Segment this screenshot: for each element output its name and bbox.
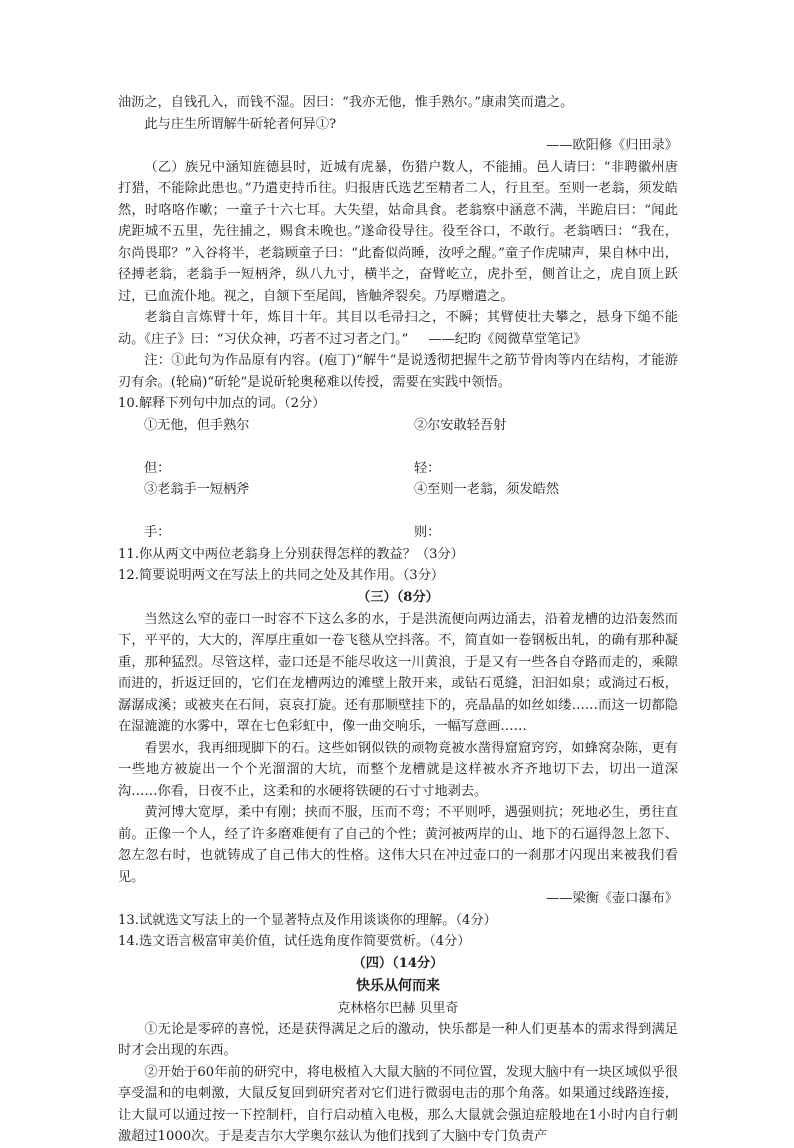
passage-b-comment: 此与庄生所谓解牛斫轮者何异①? bbox=[144, 116, 337, 132]
passage-b-source: ——欧阳修《归田录》 bbox=[546, 138, 678, 153]
q10-item-2-key: 轻： bbox=[414, 460, 441, 476]
question-10: 10.解释下列句中加点的词。（2分） bbox=[118, 396, 326, 411]
section-3-para1: 当然这么窄的壶口一时容不下这么多的水，于是洪流便向两边涌去，沿着龙槽的边沿轰然而下，平平的，大大的，浑厚庄重如一卷飞毯从空抖落。不，简直如一卷钢板出轧，的确有那种凝重，那种猛烈。尽管这样，壶口还是不能尽收这一川黄浪，于是又有一些各自夺路而走的，乘隙而进的，折返迂回的，它们在龙槽两边的滩壁上散开来，或钻石觅缝，汩汩如泉；或淌过石板，潺潺成溪；或被夹在石间，哀哀打旋。还有那顺壁挂下的，亮晶晶的如丝如缕……而这一切都隐在湿漉漉的水雾中，罩在七色彩虹中，像一曲交响乐，一幅写意画…… bbox=[118, 611, 678, 734]
article-para1: ①无论是零碎的喜悦，还是获得满足之后的激动，快乐都是一种人们更基本的需求得到满足时才会出现的东西。 bbox=[118, 1021, 678, 1058]
q10-item-1-text: ①无他，但手熟尔 bbox=[144, 417, 250, 433]
article-para2: ②开始于60年前的研究中，将电极植入大鼠大脑的不同位置，发现大脑中有一块区域似乎很享受温和的电刺激，大鼠反复回到研究者对它们进行微弱电击的那个角落。如果通过线路连接，让大鼠可以通过按一下控制杆，自行启动植入电极，那么大鼠就会强迫症般地在1小时内自行刺激超过1000次。于是麦吉尔大学奥尔兹认为他们找到了大脑中专门负责产 bbox=[118, 1064, 678, 1144]
q10-item-4-key: 则： bbox=[414, 525, 441, 540]
q10-item-2 bbox=[414, 415, 704, 480]
q10-item-3-key: 手： bbox=[144, 525, 171, 540]
section-3-heading: （三）（8分） bbox=[357, 589, 439, 605]
question-14: 14.选文语言极富审美价值，试任选角度作简要赏析。（4分） bbox=[118, 934, 471, 949]
question-11: 11.你从两文中两位老翁身上分别获得怎样的教益？（3分） bbox=[118, 546, 464, 562]
passage-yi-para2-text: 老翁自言炼臂十年，炼目十年。其目以毛帚扫之，不瞬；其臂使壮夫攀之，悬身下缒不能动。《庄子》曰：“习伏众神，巧者不过习者之门。” bbox=[118, 310, 678, 347]
section-3-para3: 黄河博大宽厚，柔中有刚；挟而不服，压而不弯；不平则呼，遇强则抗；死地必生，勇往直前。正像一个人，经了许多磨难便有了自己的个性；黄河被两岸的山、地下的石逼得忽上忽下、忽左忽右时，也就铸成了自己伟大的性格。这伟大只在冲过壶口的一刹那才闪现出来被我们看见。 bbox=[118, 805, 678, 885]
section-3-para2: 看罢水，我再细现脚下的石。这些如钢似铁的顽物竟被水凿得窟窟窍窍，如蜂窝杂陈，更有一些地方被旋出一个个光溜溜的大坑，而整个龙槽就是这样被水齐齐地切下去，切出一道深沟……你看，日夜不止，这柔和的水硬将铁硬的石寸寸地剥去。 bbox=[118, 740, 678, 799]
q10-item-1 bbox=[144, 415, 414, 480]
q10-item-3-text: ③老翁手一短柄斧 bbox=[144, 482, 250, 497]
article-author: 克林格尔巴赫 贝里奇 bbox=[337, 1000, 459, 1016]
question-10-items bbox=[118, 415, 678, 544]
question-13: 13.试就选文写法上的一个显著特点及作用谈谈你的理解。（4分） bbox=[118, 912, 497, 928]
q10-item-4-text: ④至则一老翁，须发皓然 bbox=[414, 482, 560, 497]
q10-item-4 bbox=[414, 479, 704, 544]
passage-yi-para1: （乙）族兄中涵知旌德县时，近城有虎暴，伤猎户数人，不能捕。邑人请曰：“非聘徽州唐打猎，不能除此患也。”乃遣吏持币往。归报唐氏选艺至精者二人，行且至。至则一老翁，须发皓然，时咯咯作嗽；一童子十六七耳。大失望，姑命具食。老翁察中涵意不满，半跪启曰：“闻此虎距城不五里，先往捕之，赐食未晚也。”遂命役导往。役至谷口，不敢行。老翁哂曰：“我在，尔尚畏耶？”入谷将半，老翁顾童子曰：“此畜似尚睡，汝呼之醒。”童子作虎啸声，果自林中出，径搏老翁，老翁手一短柄斧，纵八九寸，横半之，奋臂屹立，虎扑至，侧首让之，虎自顶上跃过，已血流仆地。视之，自颔下至尾闾，皆触斧裂矣。乃厚赠遣之。 bbox=[118, 159, 678, 304]
q10-item-1-key: 但： bbox=[144, 460, 171, 476]
passage-yi-para2 bbox=[118, 307, 678, 350]
article-title: 快乐从何而来 bbox=[356, 977, 440, 994]
passage-yi-source: ——纪昀《阅微草堂笔记》 bbox=[428, 331, 587, 347]
q10-item-3 bbox=[144, 479, 414, 544]
exam-page bbox=[118, 92, 678, 1148]
section-3-source: ——梁衡《壶口瀑布》 bbox=[546, 891, 678, 906]
question-12: 12.简要说明两文在写法上的共同之处及其作用。（3分） bbox=[118, 568, 445, 583]
passage-note: 注：①此句为作品原有内容。(庖丁)“解牛”是说透彻把握牛之筋节骨肉等内在结构，才能游刃有余。(轮扁)“斫轮”是说斫轮奥秘难以传授，需要在实践中领悟。 bbox=[118, 353, 678, 390]
section-4-heading: （四）（14分） bbox=[352, 955, 444, 971]
q10-item-2-text: ②尔安敢轻吾射 bbox=[414, 417, 507, 433]
passage-b-tail-line: 油沥之，自钱孔入，而钱不湿。因曰：“我亦无他，惟手熟尔。”康肃笑而遣之。 bbox=[118, 95, 574, 110]
